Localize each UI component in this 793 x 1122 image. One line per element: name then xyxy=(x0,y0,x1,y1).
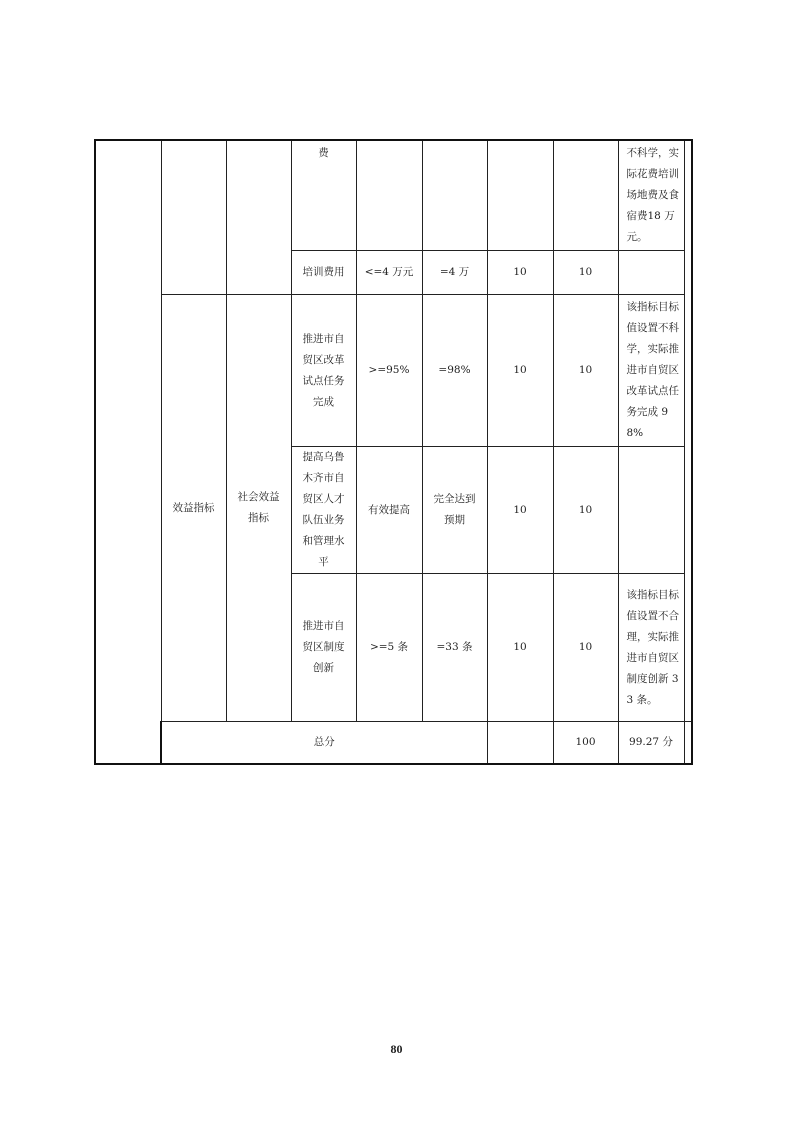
cell-level2-text: 社会效益指标 xyxy=(237,491,280,524)
cell-level1-blank xyxy=(161,140,226,295)
cell-actual xyxy=(422,140,487,251)
cell-level0-blank xyxy=(95,140,161,764)
cell-weight: 10 xyxy=(487,295,553,447)
cell-indicator-text: 推进市自贸区改革试点任务完成 xyxy=(302,332,345,408)
cell-target: <=4 万元 xyxy=(356,251,422,295)
cell-note xyxy=(618,447,684,574)
cell-actual xyxy=(422,447,487,574)
cell-score: 10 xyxy=(553,295,618,447)
cell-score xyxy=(553,140,618,251)
cell-note: 不科学，实际花费培训场地费及食宿费18 万元。 xyxy=(618,140,684,251)
cell-note: 该指标目标值设置不科学，实际推进市自贸区改革试点任务完成 98% xyxy=(618,295,684,447)
cell-weight: 10 xyxy=(487,447,553,574)
cell-target: >=95% xyxy=(356,295,422,447)
table-row-total xyxy=(95,722,692,764)
cell-score: 10 xyxy=(553,447,618,574)
table-row-reform xyxy=(95,295,692,447)
cell-target xyxy=(356,140,422,251)
cell-actual: =33 条 xyxy=(422,574,487,722)
cell-indicator: 培训费用 xyxy=(291,251,356,295)
cell-total-note xyxy=(684,722,692,764)
page-number: 80 xyxy=(390,1042,403,1056)
cell-score: 10 xyxy=(553,574,618,722)
cell-weight xyxy=(487,140,553,251)
cell-target: 有效提高 xyxy=(356,447,422,574)
cell-total-weight: 100 xyxy=(553,722,618,764)
cell-indicator xyxy=(291,574,356,722)
table-row-continued xyxy=(95,140,692,251)
cell-actual: =98% xyxy=(422,295,487,447)
cell-weight: 10 xyxy=(487,574,553,722)
cell-level1: 效益指标 xyxy=(161,295,226,722)
cell-level2 xyxy=(226,295,291,722)
cell-indicator xyxy=(291,295,356,447)
cell-indicator-text: 推进市自贸区制度创新 xyxy=(302,620,345,674)
cell-score: 10 xyxy=(553,251,618,295)
performance-table xyxy=(94,139,693,765)
cell-indicator xyxy=(291,447,356,574)
cell-total-blank xyxy=(487,722,553,764)
cell-weight: 10 xyxy=(487,251,553,295)
cell-indicator: 费 xyxy=(291,140,356,251)
cell-total-score: 99.27 分 xyxy=(618,722,684,764)
cell-total-label: 总分 xyxy=(161,722,487,764)
cell-actual: =4 万 xyxy=(422,251,487,295)
cell-note: 该指标目标值设置不合理，实际推进市自贸区制度创新 33 条。 xyxy=(618,574,684,722)
cell-actual-text: 完全达到预期 xyxy=(433,493,476,526)
cell-target: >=5 条 xyxy=(356,574,422,722)
cell-note xyxy=(618,251,684,295)
cell-indicator-text: 提高乌鲁木齐市自贸区人才队伍业务和管理水平 xyxy=(302,451,345,568)
cell-level2-blank xyxy=(226,140,291,295)
